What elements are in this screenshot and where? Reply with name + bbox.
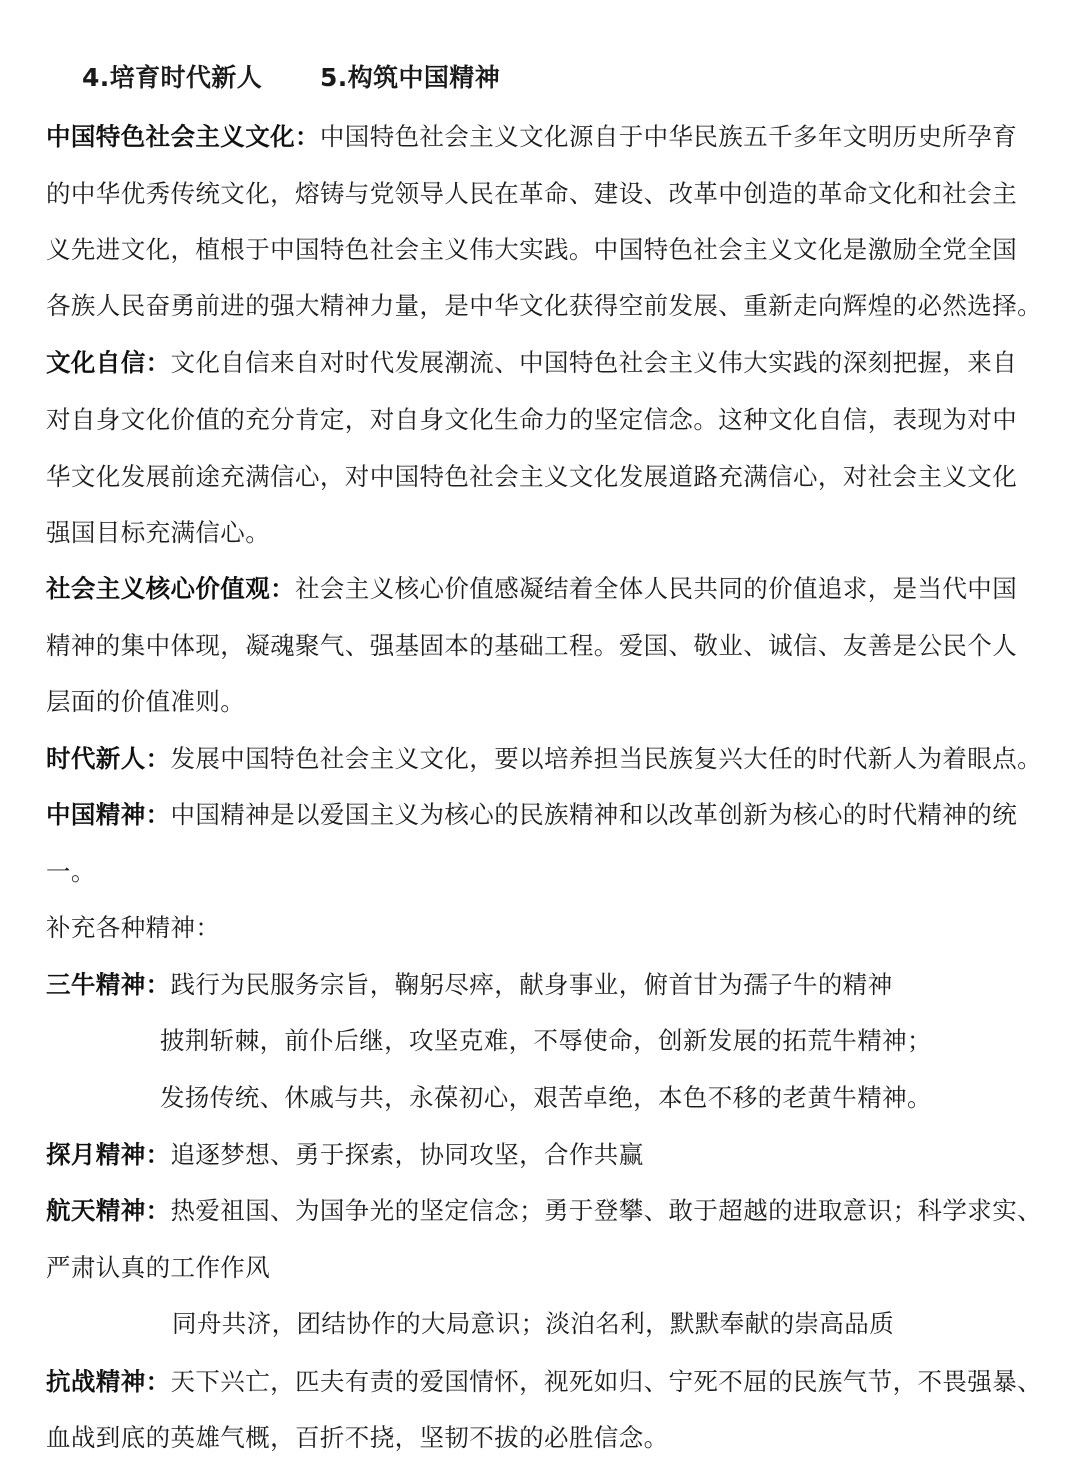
- confidence-term: 文化自信：: [46, 348, 171, 377]
- core-values-term: 社会主义核心价值观：: [46, 574, 295, 603]
- culture-text: 中国特色社会主义文化源自于中华民族五千多年文明历史所孕育: [319, 122, 1018, 151]
- three-ox-term: 三牛精神：: [46, 970, 171, 999]
- aerospace-term: 航天精神：: [46, 1196, 171, 1225]
- heading-item-5: 5.构筑中国精神: [320, 63, 501, 92]
- war-term: 抗战精神：: [46, 1367, 171, 1396]
- new-people-term: 时代新人：: [46, 744, 171, 773]
- heading-item-4: 4.培育时代新人: [82, 63, 263, 92]
- china-spirit-term: 中国精神：: [46, 800, 171, 829]
- lunar-term: 探月精神：: [46, 1140, 171, 1169]
- document-page: 4.培育时代新人 5.构筑中国精神 中国特色社会主义文化：中国特色社会主义文化源自于中华民族五千多年文明历史所孕育 的中华优秀传统文化，熔铸与党领导人民在革命、建设、改革中创造的革命文化和社会主 义先进文化，植根于中国特色社会主义伟大实践。中国特色社会主义文化是激励全党全国 各族人民奋勇前进的强大精神力量，是中华文化获得空前发展、重新走向辉煌的必然选择。 文化自信：文化自信来自对时代发展潮流、中国特色社会主义伟大实践的深刻把握，来自 对自身文化价值的充分肯定，对自身文化生命力的坚定信念。这种文化自信，表现为对中 华文化发展前途充满信心，对中国特色社会主义文化发展道路充满信心，对社会主义文化 强国目标充满信心。 社会主义核心价值观：社会主义核心价值感凝结着全体人民共同的价值追求，是当代中国 精神的集中体现，凝魂聚气、强基固本的基础工程。爱国、敬业、诚信、友善是公民个人 层面的价值准则。 时代新人：发展中国特色社会主义文化，要以培养担当民族复兴大任的时代新人为着眼点。 中国精神：中国精神是以爱国主义为核心的民族精神和以改革创新为核心的时代精神的统 一。 补充各种精神： 三牛精神：践行为民服务宗旨，鞠躬尽瘁，献身事业，俯首甘为孺子牛的精神 披荆斩棘，前仆后继，攻坚克难，不辱使命，创新发展的拓荒牛精神； 发扬传统、休戚与共，永葆初心，艰苦卓绝，本色不移的老黄牛精神。 探月精神：追逐梦想、勇于探索，协同攻坚，合作共赢 航天精神：热爱祖国、为国争光的坚定信念；勇于登攀、敢于超越的进取意识；科学求实、 严肃认真的工作作风 同舟共济，团结协作的大局意识；淡泊名利，默默奉献的崇高品质 抗战精神：天下兴亡，匹夫有责的爱国情怀，视死如归、宁死不屈的民族气节，不畏强暴、 血战到底的英雄气概，百折不挠，坚韧不拔的必胜信念。: [46, 63, 1042, 1452]
- culture-term: 中国特色社会主义文化：: [46, 122, 320, 151]
